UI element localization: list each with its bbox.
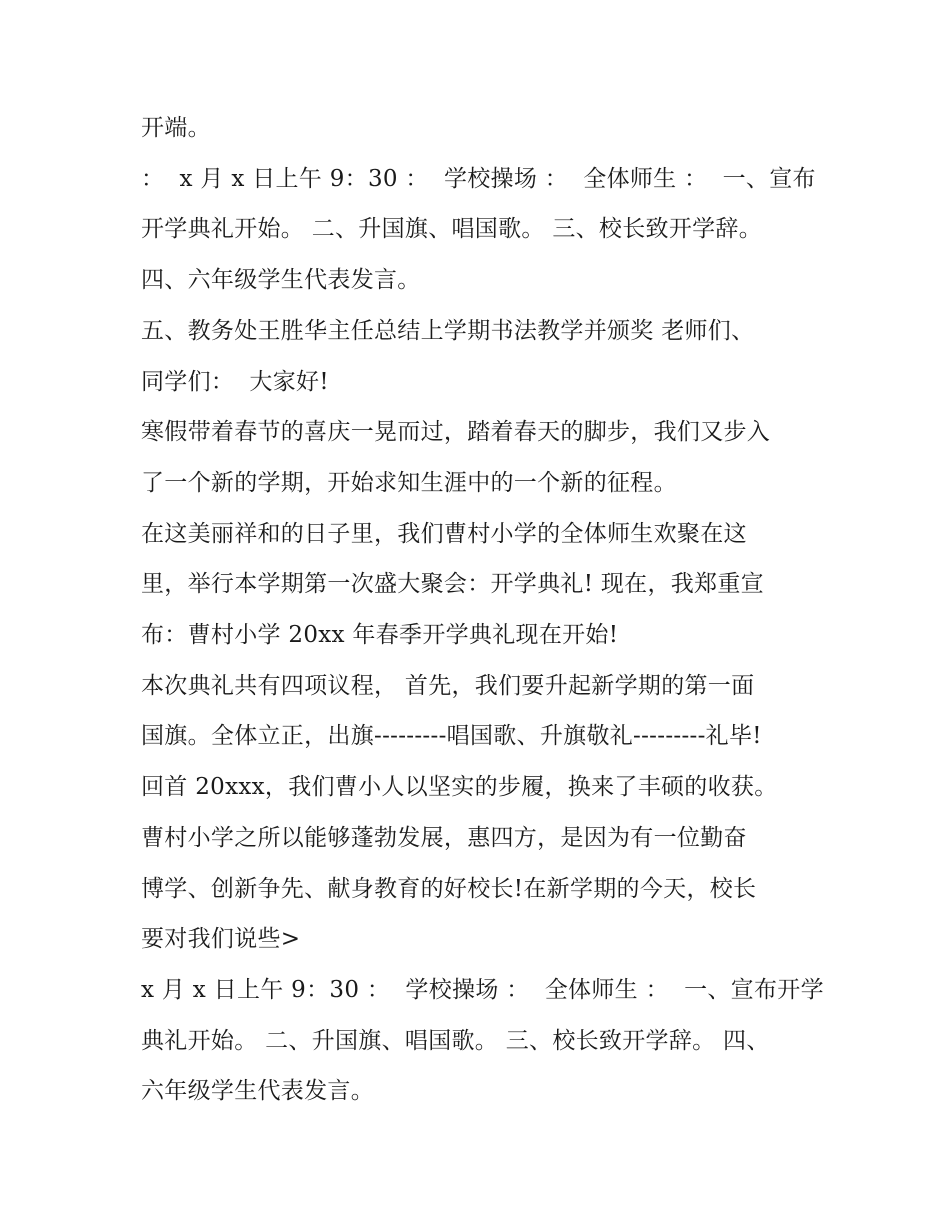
text-line-8: 了一个新的学期，开始求知生涯中的一个新的征程。: [141, 470, 677, 496]
text-line-2: ： x 月 x 日上午 9：30 ： 学校操场 ： 全体师生 ： 一、宣布: [141, 166, 816, 192]
text-line-17: 要对我们说些>: [141, 926, 301, 952]
text-line-3: 开学典礼开始。 二、升国旗、唱国歌。 三、校长致开学辞。: [141, 216, 763, 242]
text-line-5: 五、教务处王胜华主任总结上学期书法教学并颁奖 老师们、: [141, 318, 755, 344]
text-line-19: 典礼开始。 二、升国旗、唱国歌。 三、校长致开学辞。 四、: [141, 1028, 770, 1054]
text-line-9: 在这美丽祥和的日子里，我们曹村小学的全体师生欢聚在这: [141, 521, 747, 547]
text-line-11: 布：曹村小学 20xx 年春季开学典礼现在开始!: [141, 622, 619, 648]
text-line-20: 六年级学生代表发言。: [141, 1078, 374, 1104]
text-line-7: 寒假带着春节的喜庆一晃而过，踏着春天的脚步，我们又步入: [141, 419, 771, 445]
text-line-6: 同学们： 大家好!: [141, 369, 329, 395]
text-line-13: 国旗。全体立正，出旗---------唱国歌、升旗敬礼---------礼毕!: [141, 723, 762, 749]
text-line-16: 博学、创新争先、献身教育的好校长!在新学期的今天，校长: [141, 876, 757, 902]
text-line-1: 开端。: [141, 115, 211, 141]
text-line-4: 四、六年级学生代表发言。: [141, 267, 421, 293]
text-line-10: 里，举行本学期第一次盛大聚会：开学典礼! 现在，我郑重宣: [141, 571, 764, 597]
text-line-12: 本次典礼共有四项议程， 首先，我们要升起新学期的第一面: [141, 673, 755, 699]
text-line-15: 曹村小学之所以能够蓬勃发展，惠四方，是因为有一位勤奋: [141, 825, 747, 851]
text-line-18: x 月 x 日上午 9：30 ： 学校操场 ： 全体师生 ： 一、宣布开学: [141, 977, 824, 1003]
text-line-14: 回首 20xxx，我们曹小人以坚实的步履，换来了丰硕的收获。: [141, 774, 778, 800]
